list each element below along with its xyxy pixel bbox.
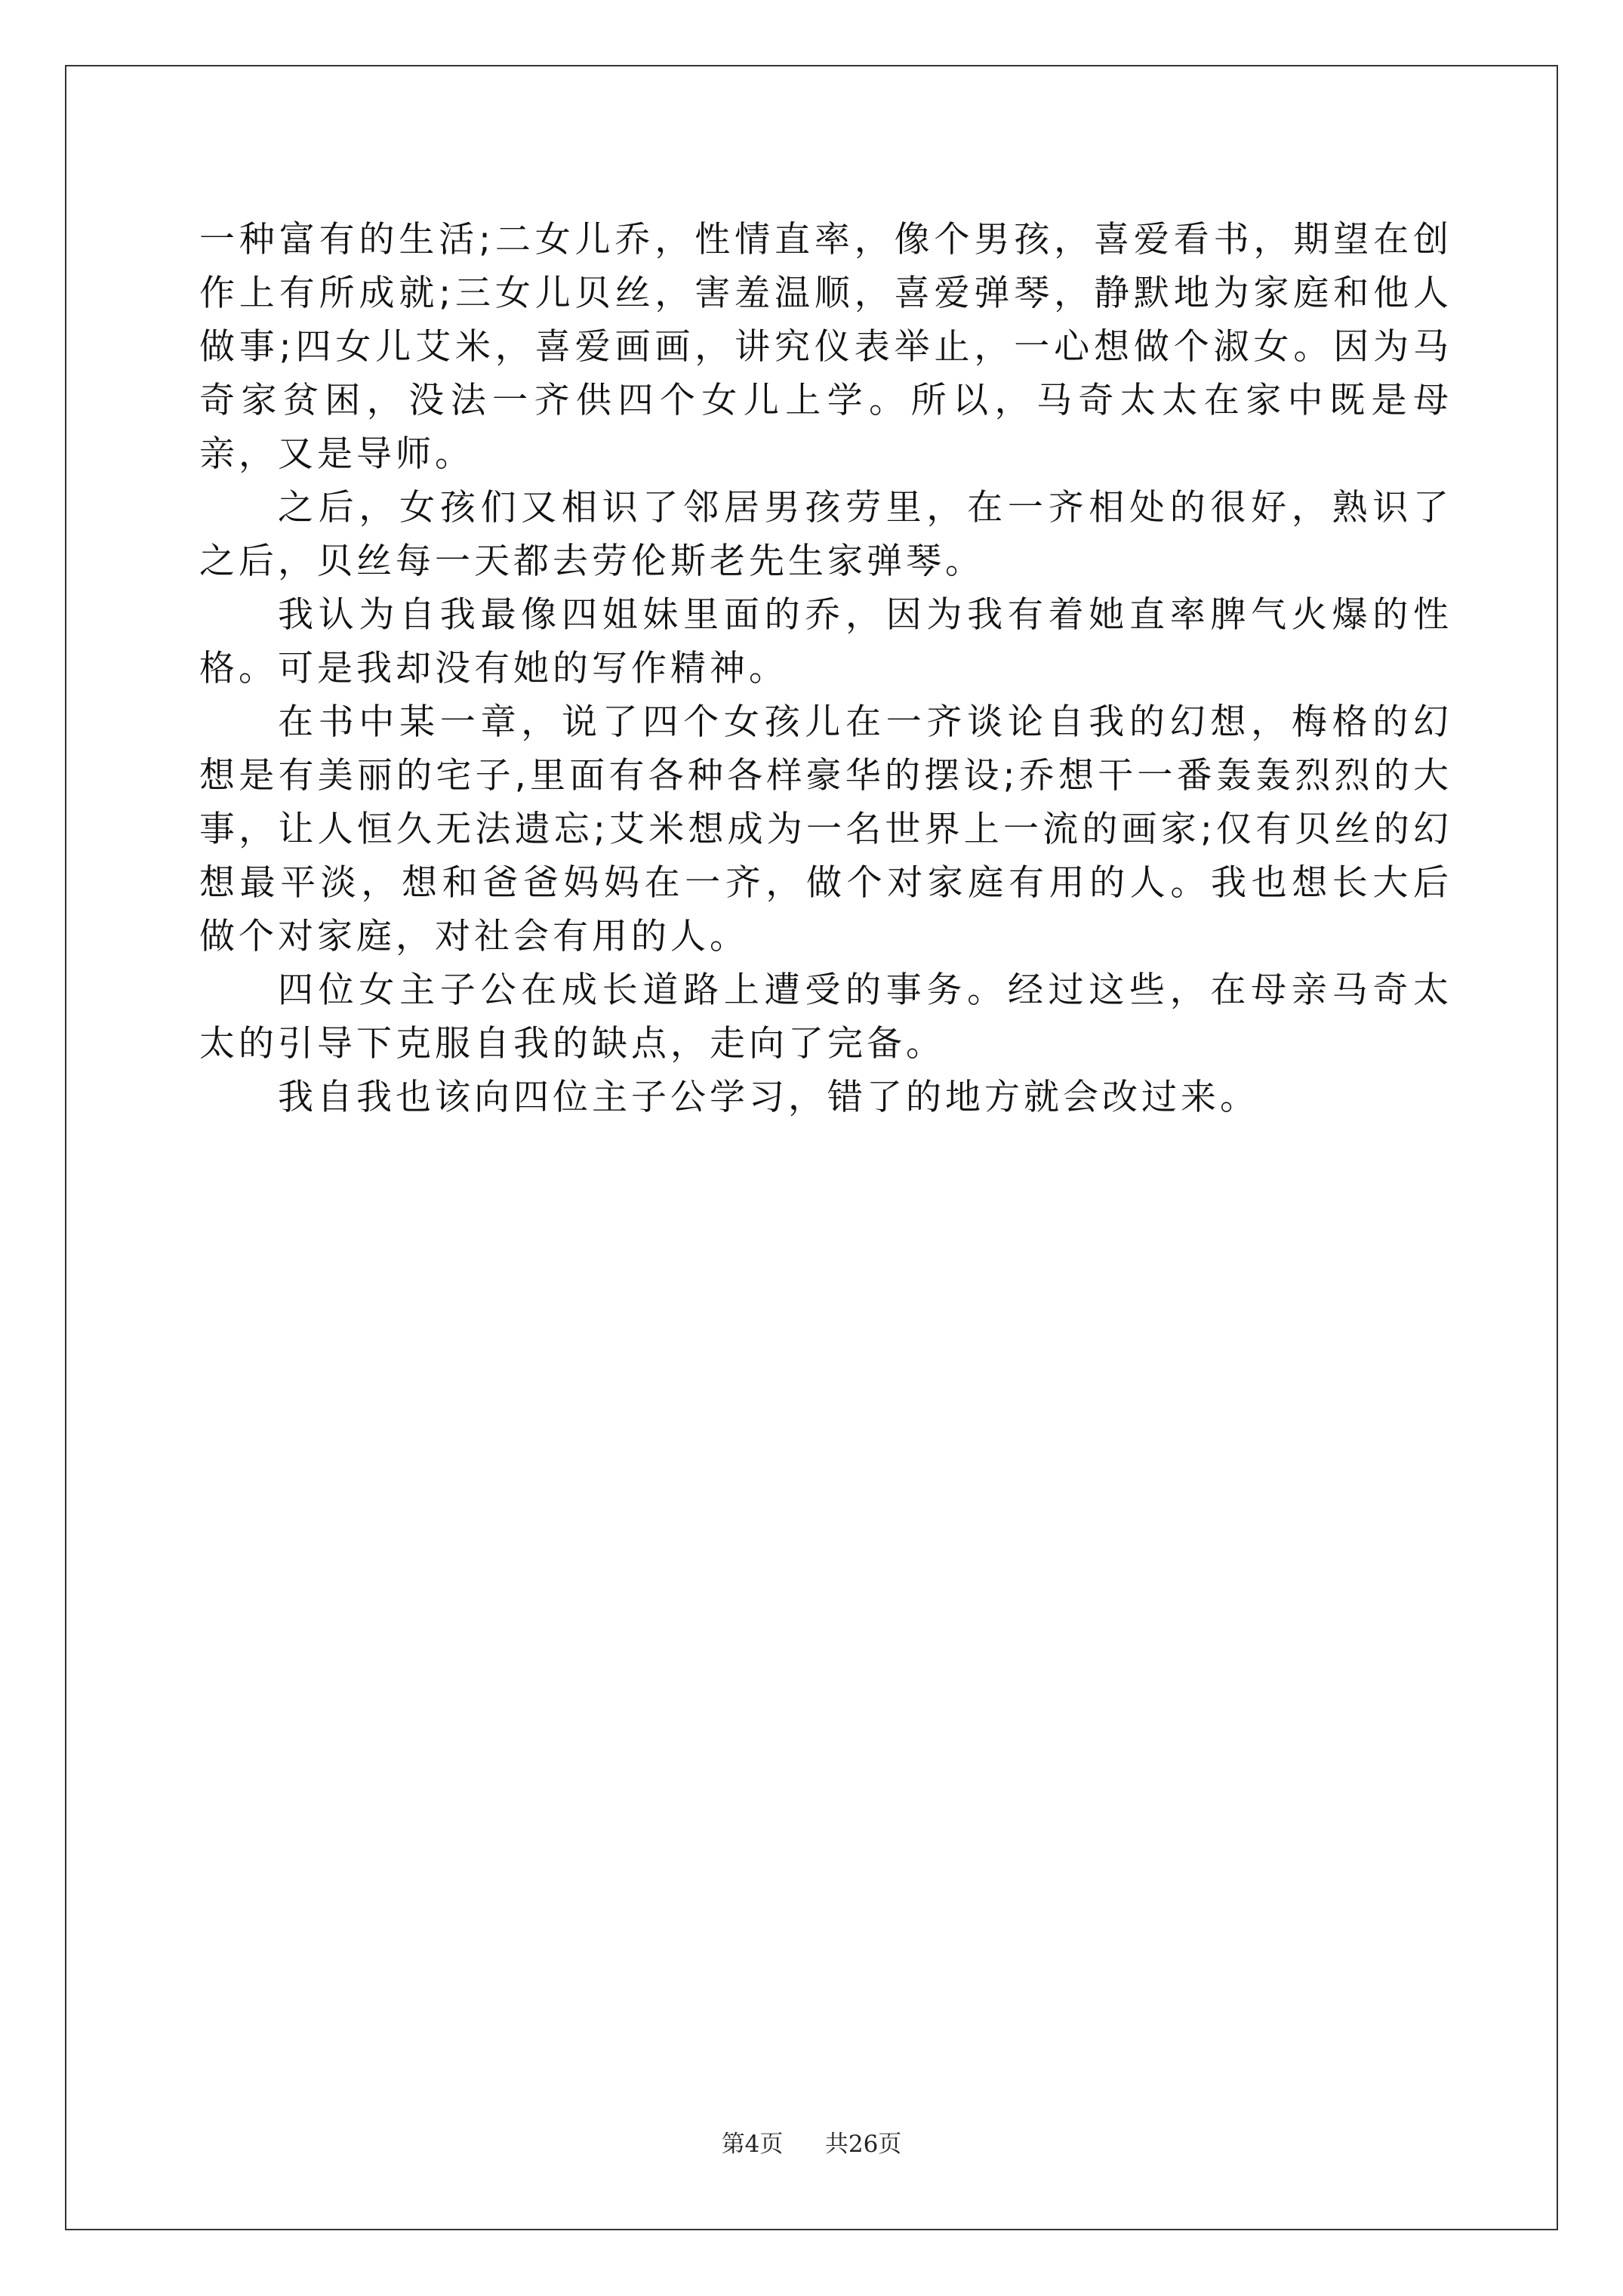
document-body <box>199 213 1452 1124</box>
paragraph-continued: 一种富有的生活;二女儿乔，性情直率，像个男孩，喜爱看书，期望在创作上有所成就;三女儿贝丝，害羞温顺，喜爱弹琴，静默地为家庭和他人做事;四女儿艾米，喜爱画画，讲究仪表举止，一心想做个淑女。因为马奇家贫困，没法一齐供四个女儿上学。所以，马奇太太在家中既是母亲，又是导师。 <box>199 219 1452 475</box>
paragraph: 我自我也该向四位主子公学习，错了的地方就会改过来。 <box>278 1077 1259 1118</box>
page-footer <box>0 2125 1623 2159</box>
paragraph: 我认为自我最像四姐妹里面的乔，因为我有着她直率脾气火爆的性格。可是我却没有她的写作精神。 <box>199 594 1452 689</box>
paragraph: 四位女主子公在成长道路上遭受的事务。经过这些，在母亲马奇太太的引导下克服自我的缺点，走向了完备。 <box>199 969 1452 1065</box>
paragraph: 之后，女孩们又相识了邻居男孩劳里，在一齐相处的很好，熟识了之后，贝丝每一天都去劳伦斯老先生家弹琴。 <box>199 487 1452 582</box>
page-total: 共26页 <box>824 2131 902 2158</box>
paragraph: 在书中某一章，说了四个女孩儿在一齐谈论自我的幻想，梅格的幻想是有美丽的宅子,里面有各种各样豪华的摆设;乔想干一番轰轰烈烈的大事，让人恒久无法遗忘;艾米想成为一名世界上一流的画家;仅有贝丝的幻想最平淡，想和爸爸妈妈在一齐，做个对家庭有用的人。我也想长大后做个对家庭，对社会有用的人。 <box>199 701 1452 957</box>
page-number: 第4页 <box>721 2131 784 2158</box>
